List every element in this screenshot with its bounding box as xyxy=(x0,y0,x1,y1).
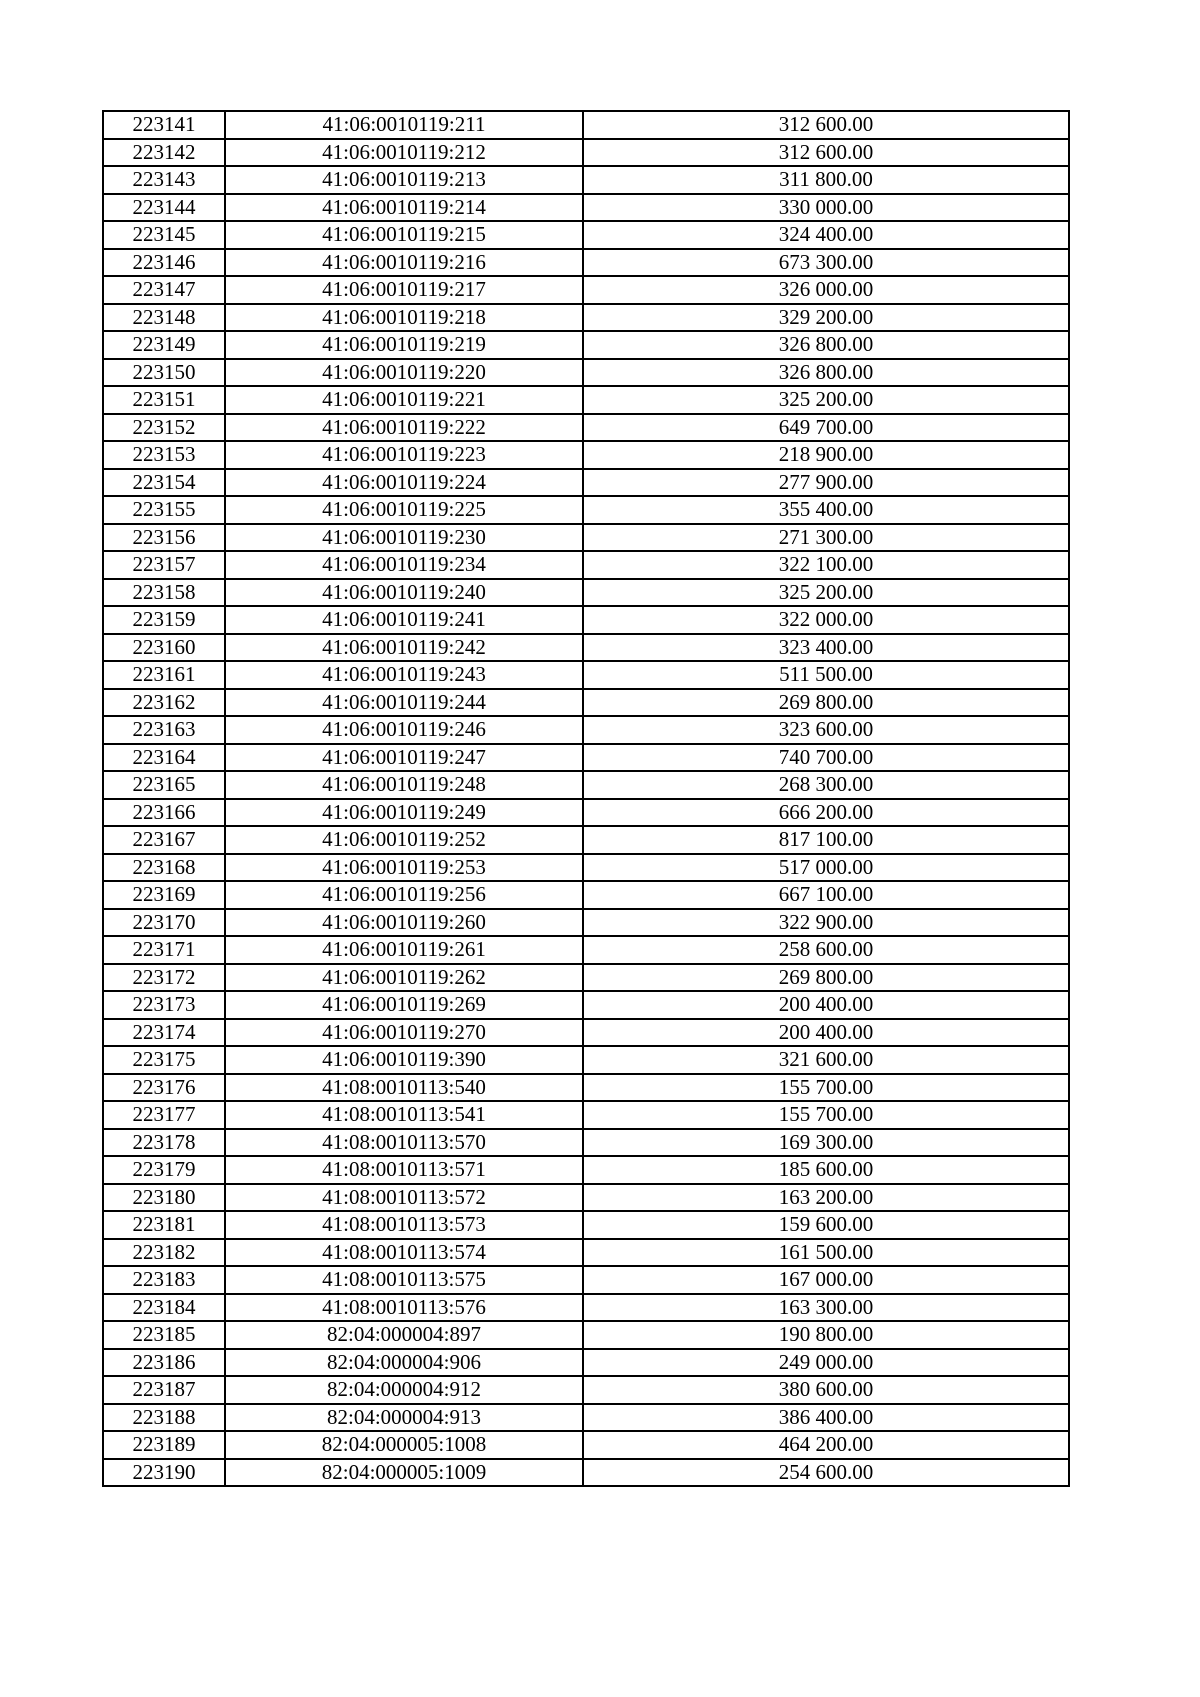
row-number-cell: 223182 xyxy=(103,1239,225,1267)
cadastral-number-cell: 41:08:0010113:576 xyxy=(225,1294,583,1322)
row-number-cell: 223170 xyxy=(103,909,225,937)
cadastral-value-cell: 326 000.00 xyxy=(583,276,1069,304)
table-row xyxy=(103,139,1069,167)
cadastral-number-cell: 41:06:0010119:242 xyxy=(225,634,583,662)
row-number-cell: 223154 xyxy=(103,469,225,497)
table-row xyxy=(103,1294,1069,1322)
cadastral-number-cell: 41:06:0010119:211 xyxy=(225,111,583,139)
row-number-cell: 223180 xyxy=(103,1184,225,1212)
cadastral-number-cell: 41:06:0010119:262 xyxy=(225,964,583,992)
cadastral-value-cell: 322 100.00 xyxy=(583,551,1069,579)
cadastral-number-cell: 41:08:0010113:575 xyxy=(225,1266,583,1294)
row-number-cell: 223142 xyxy=(103,139,225,167)
table-row xyxy=(103,166,1069,194)
cadastral-number-cell: 41:06:0010119:213 xyxy=(225,166,583,194)
cadastral-value-cell: 740 700.00 xyxy=(583,744,1069,772)
cadastral-number-cell: 41:06:0010119:214 xyxy=(225,194,583,222)
cadastral-value-cell: 155 700.00 xyxy=(583,1074,1069,1102)
table-row xyxy=(103,1019,1069,1047)
cadastral-number-cell: 41:06:0010119:212 xyxy=(225,139,583,167)
table-row xyxy=(103,744,1069,772)
table-row xyxy=(103,221,1069,249)
row-number-cell: 223168 xyxy=(103,854,225,882)
table-row xyxy=(103,854,1069,882)
cadastral-number-cell: 82:04:000004:897 xyxy=(225,1321,583,1349)
table-row xyxy=(103,634,1069,662)
cadastral-value-cell: 200 400.00 xyxy=(583,991,1069,1019)
cadastral-number-cell: 41:08:0010113:574 xyxy=(225,1239,583,1267)
table-row xyxy=(103,1211,1069,1239)
cadastral-value-cell: 323 600.00 xyxy=(583,716,1069,744)
row-number-cell: 223187 xyxy=(103,1376,225,1404)
cadastral-number-cell: 41:06:0010119:252 xyxy=(225,826,583,854)
cadastral-number-cell: 41:06:0010119:256 xyxy=(225,881,583,909)
cadastral-value-cell: 330 000.00 xyxy=(583,194,1069,222)
cadastral-value-cell: 258 600.00 xyxy=(583,936,1069,964)
table-row xyxy=(103,689,1069,717)
row-number-cell: 223156 xyxy=(103,524,225,552)
row-number-cell: 223146 xyxy=(103,249,225,277)
cadastral-number-cell: 41:06:0010119:261 xyxy=(225,936,583,964)
table-row xyxy=(103,881,1069,909)
cadastral-value-cell: 269 800.00 xyxy=(583,689,1069,717)
table-row xyxy=(103,964,1069,992)
table-row xyxy=(103,524,1069,552)
cadastral-value-cell: 312 600.00 xyxy=(583,139,1069,167)
table-row xyxy=(103,991,1069,1019)
table-row xyxy=(103,304,1069,332)
row-number-cell: 223176 xyxy=(103,1074,225,1102)
cadastral-number-cell: 41:06:0010119:241 xyxy=(225,606,583,634)
row-number-cell: 223184 xyxy=(103,1294,225,1322)
table-row xyxy=(103,1046,1069,1074)
row-number-cell: 223152 xyxy=(103,414,225,442)
cadastral-number-cell: 41:06:0010119:243 xyxy=(225,661,583,689)
row-number-cell: 223171 xyxy=(103,936,225,964)
row-number-cell: 223177 xyxy=(103,1101,225,1129)
cadastral-number-cell: 82:04:000004:912 xyxy=(225,1376,583,1404)
table-row xyxy=(103,1349,1069,1377)
table-row xyxy=(103,1184,1069,1212)
row-number-cell: 223157 xyxy=(103,551,225,579)
row-number-cell: 223143 xyxy=(103,166,225,194)
cadastral-number-cell: 41:08:0010113:540 xyxy=(225,1074,583,1102)
cadastral-number-cell: 41:06:0010119:260 xyxy=(225,909,583,937)
table-body xyxy=(103,111,1069,1486)
table-row xyxy=(103,276,1069,304)
cadastral-value-cell: 324 400.00 xyxy=(583,221,1069,249)
cadastral-value-cell: 163 300.00 xyxy=(583,1294,1069,1322)
table-row xyxy=(103,1404,1069,1432)
table-row xyxy=(103,799,1069,827)
table-row xyxy=(103,441,1069,469)
cadastral-value-cell: 326 800.00 xyxy=(583,359,1069,387)
cadastral-number-cell: 41:06:0010119:218 xyxy=(225,304,583,332)
table-row xyxy=(103,661,1069,689)
row-number-cell: 223160 xyxy=(103,634,225,662)
cadastral-value-cell: 817 100.00 xyxy=(583,826,1069,854)
row-number-cell: 223165 xyxy=(103,771,225,799)
cadastral-number-cell: 41:06:0010119:390 xyxy=(225,1046,583,1074)
cadastral-value-cell: 517 000.00 xyxy=(583,854,1069,882)
row-number-cell: 223162 xyxy=(103,689,225,717)
table-row xyxy=(103,1129,1069,1157)
cadastral-number-cell: 41:08:0010113:571 xyxy=(225,1156,583,1184)
cadastral-number-cell: 41:08:0010113:541 xyxy=(225,1101,583,1129)
cadastral-value-cell: 161 500.00 xyxy=(583,1239,1069,1267)
row-number-cell: 223175 xyxy=(103,1046,225,1074)
cadastral-value-cell: 325 200.00 xyxy=(583,579,1069,607)
cadastral-number-cell: 41:06:0010119:217 xyxy=(225,276,583,304)
cadastral-number-cell: 41:08:0010113:573 xyxy=(225,1211,583,1239)
table-row xyxy=(103,469,1069,497)
row-number-cell: 223190 xyxy=(103,1459,225,1487)
cadastral-number-cell: 41:06:0010119:249 xyxy=(225,799,583,827)
table-row xyxy=(103,606,1069,634)
cadastral-value-cell: 268 300.00 xyxy=(583,771,1069,799)
cadastral-number-cell: 41:06:0010119:244 xyxy=(225,689,583,717)
table-row xyxy=(103,1431,1069,1459)
table-row xyxy=(103,716,1069,744)
cadastral-number-cell: 41:06:0010119:240 xyxy=(225,579,583,607)
row-number-cell: 223183 xyxy=(103,1266,225,1294)
cadastral-value-table xyxy=(102,110,1070,1487)
cadastral-number-cell: 41:06:0010119:221 xyxy=(225,386,583,414)
cadastral-number-cell: 41:08:0010113:570 xyxy=(225,1129,583,1157)
row-number-cell: 223159 xyxy=(103,606,225,634)
row-number-cell: 223166 xyxy=(103,799,225,827)
cadastral-number-cell: 82:04:000005:1009 xyxy=(225,1459,583,1487)
row-number-cell: 223163 xyxy=(103,716,225,744)
cadastral-value-cell: 249 000.00 xyxy=(583,1349,1069,1377)
cadastral-value-cell: 200 400.00 xyxy=(583,1019,1069,1047)
cadastral-value-cell: 329 200.00 xyxy=(583,304,1069,332)
cadastral-number-cell: 41:06:0010119:248 xyxy=(225,771,583,799)
cadastral-value-cell: 159 600.00 xyxy=(583,1211,1069,1239)
cadastral-value-cell: 325 200.00 xyxy=(583,386,1069,414)
table-row xyxy=(103,496,1069,524)
cadastral-number-cell: 41:06:0010119:225 xyxy=(225,496,583,524)
cadastral-value-cell: 386 400.00 xyxy=(583,1404,1069,1432)
row-number-cell: 223151 xyxy=(103,386,225,414)
row-number-cell: 223141 xyxy=(103,111,225,139)
table-row xyxy=(103,579,1069,607)
cadastral-number-cell: 41:06:0010119:216 xyxy=(225,249,583,277)
row-number-cell: 223172 xyxy=(103,964,225,992)
row-number-cell: 223188 xyxy=(103,1404,225,1432)
cadastral-value-cell: 380 600.00 xyxy=(583,1376,1069,1404)
cadastral-value-cell: 254 600.00 xyxy=(583,1459,1069,1487)
cadastral-number-cell: 41:06:0010119:223 xyxy=(225,441,583,469)
row-number-cell: 223147 xyxy=(103,276,225,304)
table-row xyxy=(103,551,1069,579)
row-number-cell: 223144 xyxy=(103,194,225,222)
table-row xyxy=(103,936,1069,964)
table-row xyxy=(103,359,1069,387)
row-number-cell: 223174 xyxy=(103,1019,225,1047)
cadastral-value-cell: 269 800.00 xyxy=(583,964,1069,992)
row-number-cell: 223148 xyxy=(103,304,225,332)
row-number-cell: 223181 xyxy=(103,1211,225,1239)
row-number-cell: 223164 xyxy=(103,744,225,772)
cadastral-number-cell: 41:06:0010119:230 xyxy=(225,524,583,552)
cadastral-value-cell: 312 600.00 xyxy=(583,111,1069,139)
cadastral-value-cell: 322 900.00 xyxy=(583,909,1069,937)
table-row xyxy=(103,1459,1069,1487)
table-row xyxy=(103,194,1069,222)
row-number-cell: 223189 xyxy=(103,1431,225,1459)
table-row xyxy=(103,909,1069,937)
cadastral-value-cell: 311 800.00 xyxy=(583,166,1069,194)
cadastral-number-cell: 82:04:000004:906 xyxy=(225,1349,583,1377)
cadastral-value-cell: 666 200.00 xyxy=(583,799,1069,827)
cadastral-value-cell: 190 800.00 xyxy=(583,1321,1069,1349)
table-row xyxy=(103,1074,1069,1102)
row-number-cell: 223186 xyxy=(103,1349,225,1377)
cadastral-number-cell: 41:06:0010119:246 xyxy=(225,716,583,744)
cadastral-number-cell: 41:06:0010119:220 xyxy=(225,359,583,387)
row-number-cell: 223158 xyxy=(103,579,225,607)
cadastral-number-cell: 41:06:0010119:224 xyxy=(225,469,583,497)
row-number-cell: 223179 xyxy=(103,1156,225,1184)
table-row xyxy=(103,1101,1069,1129)
cadastral-number-cell: 41:08:0010113:572 xyxy=(225,1184,583,1212)
cadastral-number-cell: 41:06:0010119:247 xyxy=(225,744,583,772)
table-row xyxy=(103,386,1069,414)
cadastral-value-cell: 323 400.00 xyxy=(583,634,1069,662)
table-row xyxy=(103,331,1069,359)
cadastral-number-cell: 82:04:000005:1008 xyxy=(225,1431,583,1459)
row-number-cell: 223167 xyxy=(103,826,225,854)
cadastral-value-cell: 169 300.00 xyxy=(583,1129,1069,1157)
table-row xyxy=(103,1266,1069,1294)
row-number-cell: 223149 xyxy=(103,331,225,359)
table-row xyxy=(103,1239,1069,1267)
row-number-cell: 223185 xyxy=(103,1321,225,1349)
row-number-cell: 223150 xyxy=(103,359,225,387)
row-number-cell: 223178 xyxy=(103,1129,225,1157)
cadastral-number-cell: 41:06:0010119:215 xyxy=(225,221,583,249)
cadastral-number-cell: 41:06:0010119:222 xyxy=(225,414,583,442)
table-row xyxy=(103,1156,1069,1184)
cadastral-number-cell: 41:06:0010119:219 xyxy=(225,331,583,359)
cadastral-value-cell: 218 900.00 xyxy=(583,441,1069,469)
cadastral-number-cell: 41:06:0010119:270 xyxy=(225,1019,583,1047)
table-row xyxy=(103,1321,1069,1349)
cadastral-value-cell: 321 600.00 xyxy=(583,1046,1069,1074)
cadastral-value-cell: 271 300.00 xyxy=(583,524,1069,552)
cadastral-value-cell: 167 000.00 xyxy=(583,1266,1069,1294)
cadastral-value-cell: 673 300.00 xyxy=(583,249,1069,277)
row-number-cell: 223169 xyxy=(103,881,225,909)
table-row xyxy=(103,826,1069,854)
row-number-cell: 223145 xyxy=(103,221,225,249)
row-number-cell: 223173 xyxy=(103,991,225,1019)
cadastral-value-cell: 163 200.00 xyxy=(583,1184,1069,1212)
cadastral-number-cell: 82:04:000004:913 xyxy=(225,1404,583,1432)
table-row xyxy=(103,249,1069,277)
row-number-cell: 223161 xyxy=(103,661,225,689)
table-row xyxy=(103,1376,1069,1404)
row-number-cell: 223153 xyxy=(103,441,225,469)
cadastral-number-cell: 41:06:0010119:269 xyxy=(225,991,583,1019)
table-row xyxy=(103,414,1069,442)
cadastral-value-cell: 185 600.00 xyxy=(583,1156,1069,1184)
cadastral-value-cell: 464 200.00 xyxy=(583,1431,1069,1459)
cadastral-value-cell: 649 700.00 xyxy=(583,414,1069,442)
cadastral-value-cell: 326 800.00 xyxy=(583,331,1069,359)
cadastral-value-cell: 322 000.00 xyxy=(583,606,1069,634)
table-row xyxy=(103,111,1069,139)
cadastral-value-cell: 511 500.00 xyxy=(583,661,1069,689)
cadastral-number-cell: 41:06:0010119:253 xyxy=(225,854,583,882)
row-number-cell: 223155 xyxy=(103,496,225,524)
cadastral-value-cell: 277 900.00 xyxy=(583,469,1069,497)
cadastral-number-cell: 41:06:0010119:234 xyxy=(225,551,583,579)
cadastral-value-cell: 667 100.00 xyxy=(583,881,1069,909)
cadastral-value-cell: 155 700.00 xyxy=(583,1101,1069,1129)
table-row xyxy=(103,771,1069,799)
cadastral-value-cell: 355 400.00 xyxy=(583,496,1069,524)
